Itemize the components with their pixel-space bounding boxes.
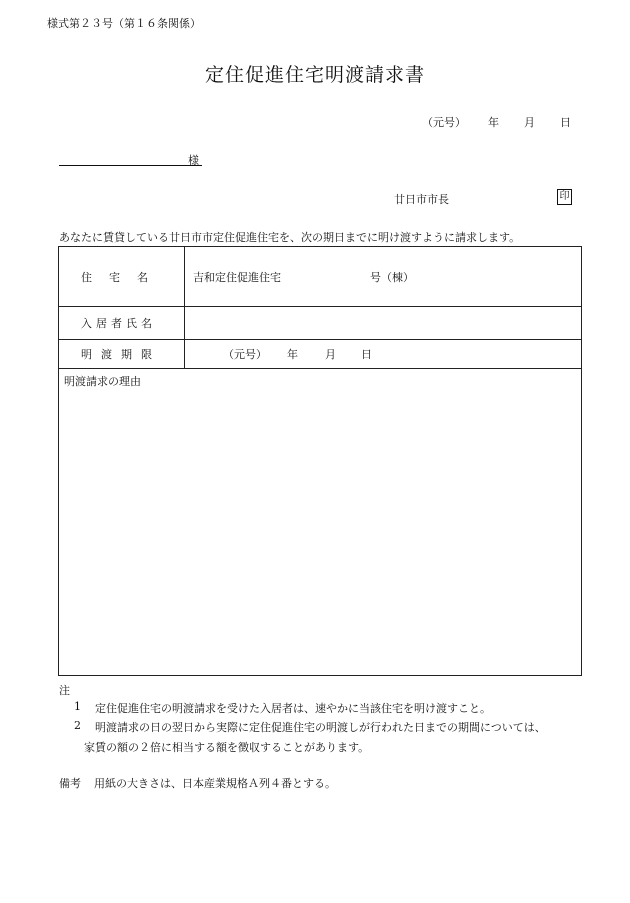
deadline-value-cell[interactable] [185, 340, 581, 368]
housing-label-cell [59, 247, 185, 306]
notes-heading: 注 [59, 684, 70, 697]
deadline-era: （元号） [223, 348, 267, 361]
resident-row [59, 307, 581, 340]
document-title: 定住促進住宅明渡請求書 [204, 64, 425, 86]
addressee-suffix: 様 [188, 154, 199, 167]
housing-label: 住宅名 [81, 270, 165, 284]
note-1-text: 定住促進住宅の明渡請求を受けた入居者は、速やかに当該住宅を明け渡すこと。 [95, 702, 491, 715]
deadline-label: 明渡期限 [81, 348, 161, 361]
housing-row [59, 247, 581, 307]
housing-number: 号（棟） [370, 270, 414, 284]
reason-label: 明渡請求の理由 [64, 375, 141, 388]
date-day: 日 [560, 116, 571, 129]
date-month: 月 [524, 116, 535, 129]
note-2-text-line-1: 明渡請求の日の翌日から実際に定住促進住宅の明渡しが行われた日までの期間については、 [95, 721, 546, 734]
remarks-label: 備考 [59, 777, 81, 790]
deadline-row [59, 340, 581, 369]
housing-value-cell[interactable] [185, 247, 581, 306]
resident-label-cell [59, 307, 185, 339]
resident-label: 入居者氏名 [81, 317, 156, 330]
intro-text: あなたに賃貸している廿日市市定住促進住宅を、次の期日までに明け渡すように請求します。 [59, 231, 521, 244]
form-number: 様式第２３号（第１６条関係） [47, 17, 201, 30]
resident-value-cell[interactable] [185, 307, 581, 339]
addressee-name-line[interactable] [59, 165, 202, 166]
seal-box: 印 [557, 189, 572, 205]
deadline-day: 日 [361, 348, 372, 361]
deadline-label-cell [59, 340, 185, 368]
date-era: （元号） [422, 116, 466, 129]
housing-name: 吉和定住促進住宅 [193, 270, 281, 284]
remarks-text: 用紙の大きさは、日本産業規格Ａ列４番とする。 [94, 777, 336, 790]
note-2-number: 2 [74, 719, 81, 732]
note-1-number: 1 [74, 700, 81, 713]
request-form-table [58, 246, 582, 676]
deadline-year: 年 [287, 348, 298, 361]
issuer-name: 廿日市市長 [394, 193, 449, 206]
deadline-month: 月 [325, 348, 336, 361]
date-year: 年 [488, 116, 499, 129]
note-2-text-line-2: 家賃の額の２倍に相当する額を徴収することがあります。 [84, 741, 370, 754]
reason-row[interactable] [59, 369, 581, 675]
